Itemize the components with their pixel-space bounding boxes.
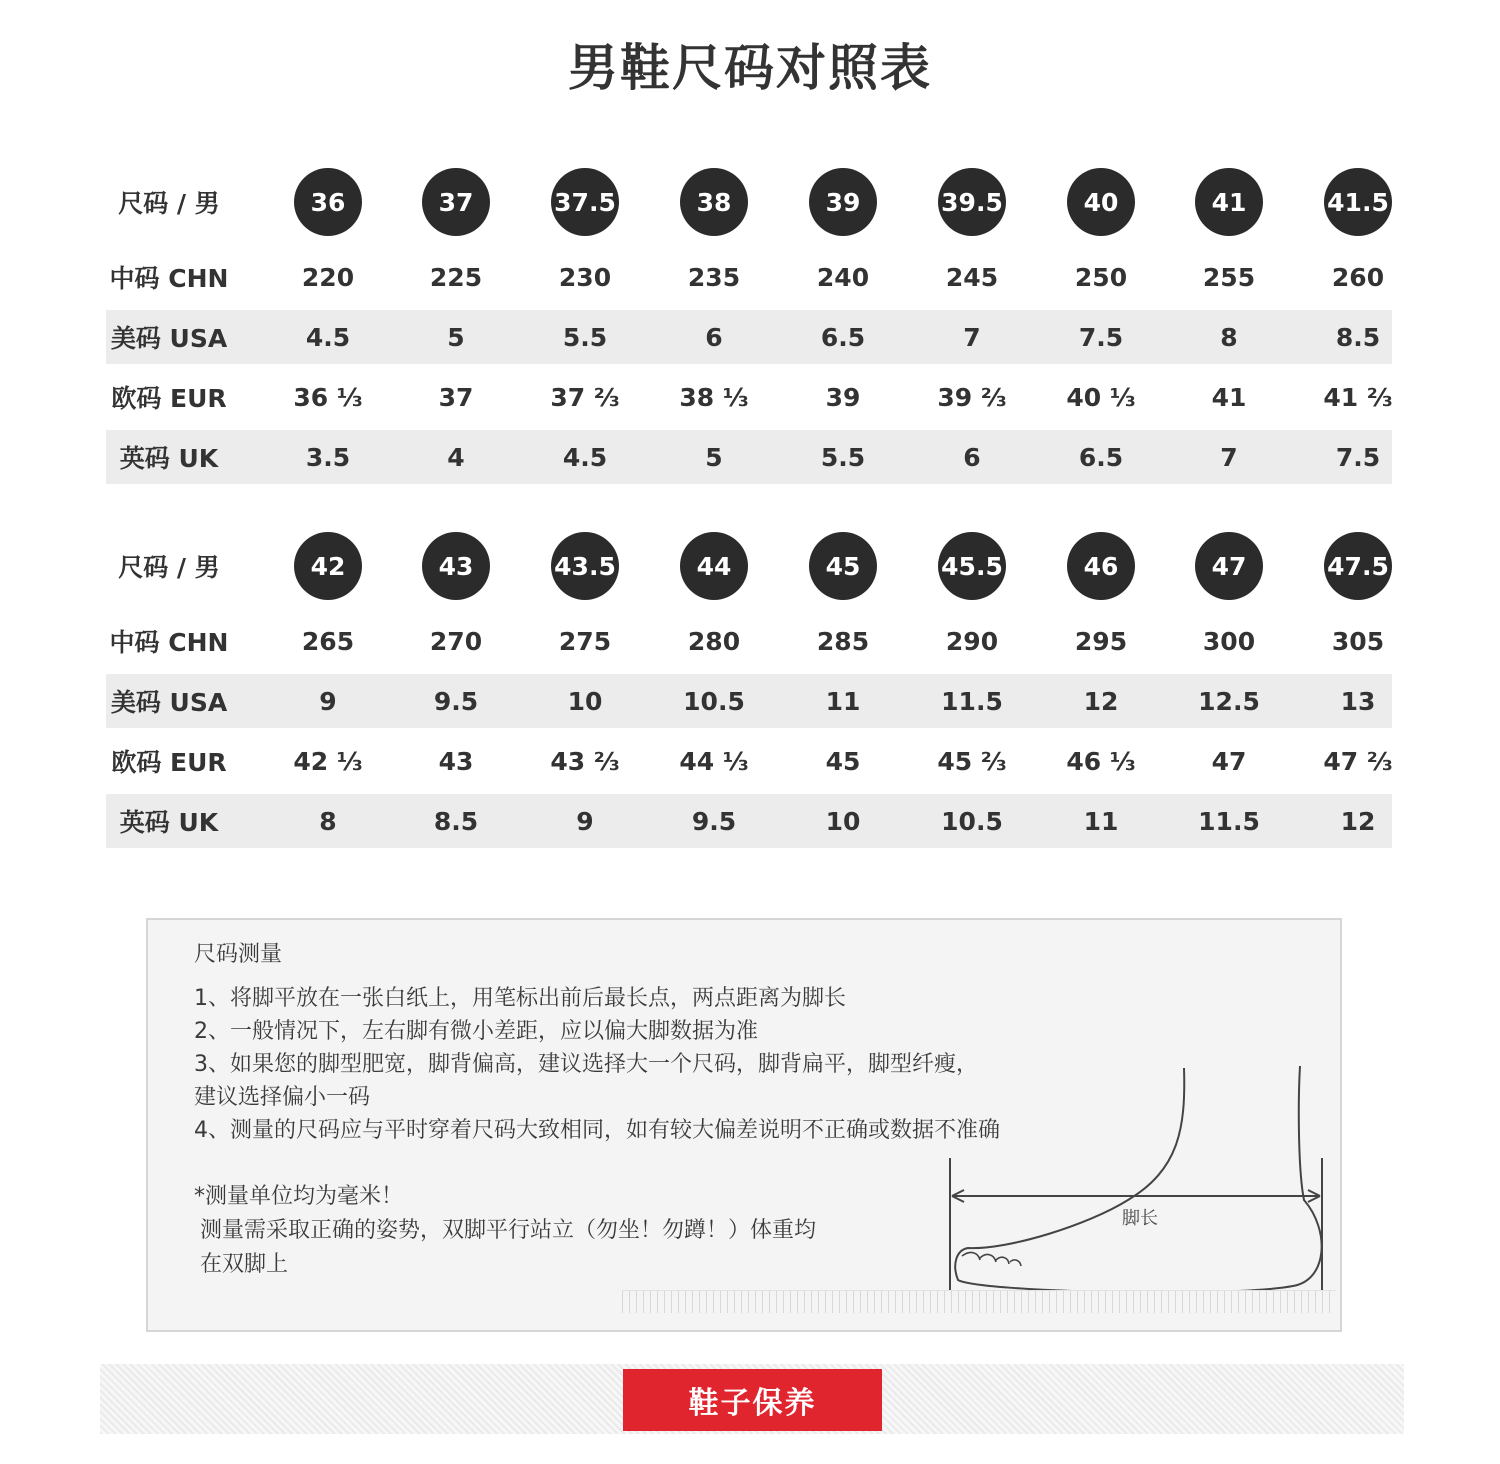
table-cell: 37: [438, 382, 474, 412]
table-row: [106, 160, 1392, 244]
table-cell: 40 ⅓: [1066, 382, 1136, 412]
size-badge: 38: [680, 168, 748, 236]
table-cell: 6: [705, 322, 723, 352]
table-cell: 9.5: [433, 686, 479, 716]
size-badge: 45.5: [938, 532, 1006, 600]
table-row: [106, 310, 1392, 364]
table-cell: 44 ⅓: [679, 746, 749, 776]
table-cell: 230: [558, 262, 612, 292]
table-cell: 7.5: [1078, 322, 1124, 352]
size-table-1: [106, 160, 1392, 484]
table-cell: 7.5: [1335, 442, 1381, 472]
size-cell: [922, 160, 1022, 244]
row-label: 欧码 EUR: [111, 748, 227, 777]
table-cell: 265: [301, 626, 355, 656]
size-badge: 39.5: [938, 168, 1006, 236]
table-cell: 275: [558, 626, 612, 656]
guide-note-3: 在双脚上: [200, 1252, 289, 1277]
shoe-care-button[interactable]: 鞋子保养: [623, 1369, 882, 1431]
table-cell: 5: [705, 442, 723, 472]
row-label: 尺码 / 男: [118, 189, 220, 218]
table-cell: 38 ⅓: [679, 382, 749, 412]
table-cell: 285: [816, 626, 870, 656]
size-cell: [535, 524, 635, 608]
size-cell: [1051, 160, 1151, 244]
table-cell: 5.5: [820, 442, 866, 472]
table-cell: 11: [1083, 806, 1119, 836]
size-cell: [793, 524, 893, 608]
size-badge: 43: [422, 532, 490, 600]
row-label: 英码 UK: [119, 444, 219, 473]
guide-note-1: *测量单位均为毫米！: [194, 1184, 404, 1209]
guide-item-3: 3、如果您的脚型肥宽，脚背偏高，建议选择大一个尺码，脚背扁平，脚型纤瘦，: [194, 1052, 978, 1077]
size-cell: [793, 160, 893, 244]
size-cell: [278, 160, 378, 244]
measurement-guide: [146, 918, 1342, 1332]
table-cell: 13: [1340, 686, 1376, 716]
size-cell: [278, 524, 378, 608]
table-cell: 10.5: [941, 806, 1003, 836]
guide-note-2: 测量需采取正确的姿势，双脚平行站立（勿坐！勿蹲！）体重均: [200, 1218, 817, 1243]
size-cell: [1179, 524, 1279, 608]
table-cell: 240: [816, 262, 870, 292]
row-label: 中码 CHN: [109, 628, 229, 657]
guide-item-4: 4、测量的尺码应与平时穿着尺码大致相同，如有较大偏差说明不正确或数据不准确: [194, 1118, 1000, 1143]
table-cell: 36 ⅓: [293, 382, 363, 412]
table-cell: 295: [1074, 626, 1128, 656]
table-cell: 280: [687, 626, 741, 656]
table-cell: 37 ⅔: [550, 382, 620, 412]
guide-heading: 尺码测量: [194, 942, 283, 967]
size-cell: [406, 524, 506, 608]
table-row: [106, 244, 1392, 310]
row-label: 美码 USA: [110, 324, 228, 353]
table-cell: 41: [1211, 382, 1247, 412]
guide-item-1: 1、将脚平放在一张白纸上，用笔标出前后最长点，两点距离为脚长: [194, 986, 846, 1011]
size-badge: 45: [809, 532, 877, 600]
table-cell: 12.5: [1198, 686, 1260, 716]
row-label: 中码 CHN: [109, 264, 229, 293]
size-cell: [1308, 160, 1408, 244]
table-cell: 6: [963, 442, 981, 472]
table-cell: 270: [429, 626, 483, 656]
size-badge: 44: [680, 532, 748, 600]
size-cell: [664, 524, 764, 608]
size-badge: 40: [1067, 168, 1135, 236]
row-label: 尺码 / 男: [118, 553, 220, 582]
table-cell: 45 ⅔: [937, 746, 1007, 776]
ruler-graphic: [622, 1290, 1336, 1313]
table-cell: 41 ⅔: [1323, 382, 1393, 412]
table-cell: 11.5: [941, 686, 1003, 716]
table-cell: 8: [319, 806, 337, 836]
foot-outline-icon: [948, 1060, 1338, 1290]
table-cell: 225: [429, 262, 483, 292]
table-row: [106, 364, 1392, 430]
table-row: [106, 674, 1392, 728]
table-cell: 43: [438, 746, 474, 776]
table-row: [106, 794, 1392, 848]
foot-length-label: 脚长: [1122, 1208, 1158, 1229]
table-cell: 43 ⅔: [550, 746, 620, 776]
row-label: 英码 UK: [119, 808, 219, 837]
table-cell: 300: [1202, 626, 1256, 656]
table-cell: 250: [1074, 262, 1128, 292]
table-cell: 12: [1083, 686, 1119, 716]
table-cell: 6.5: [1078, 442, 1124, 472]
table-cell: 10: [567, 686, 603, 716]
table-row: [106, 608, 1392, 674]
table-cell: 47: [1211, 746, 1247, 776]
table-cell: 6.5: [820, 322, 866, 352]
row-label: 美码 USA: [110, 688, 228, 717]
size-cell: [406, 160, 506, 244]
table-cell: 39: [825, 382, 861, 412]
table-cell: 255: [1202, 262, 1256, 292]
size-badge: 42: [294, 532, 362, 600]
table-cell: 47 ⅔: [1323, 746, 1393, 776]
size-badge: 37.5: [551, 168, 619, 236]
table-cell: 7: [963, 322, 981, 352]
table-cell: 305: [1331, 626, 1385, 656]
table-cell: 245: [945, 262, 999, 292]
table-cell: 10.5: [683, 686, 745, 716]
table-cell: 11: [825, 686, 861, 716]
table-cell: 9: [319, 686, 337, 716]
table-cell: 4: [447, 442, 465, 472]
size-badge: 41.5: [1324, 168, 1392, 236]
size-cell: [1308, 524, 1408, 608]
table-row: [106, 430, 1392, 484]
table-cell: 5.5: [562, 322, 608, 352]
size-badge: 39: [809, 168, 877, 236]
table-row: [106, 728, 1392, 794]
table-cell: 235: [687, 262, 741, 292]
size-cell: [922, 524, 1022, 608]
table-cell: 8.5: [433, 806, 479, 836]
size-badge: 47.5: [1324, 532, 1392, 600]
table-cell: 5: [447, 322, 465, 352]
table-cell: 39 ⅔: [937, 382, 1007, 412]
size-badge: 41: [1195, 168, 1263, 236]
table-cell: 4.5: [562, 442, 608, 472]
table-row: [106, 524, 1392, 608]
table-cell: 3.5: [305, 442, 351, 472]
size-cell: [535, 160, 635, 244]
table-cell: 290: [945, 626, 999, 656]
table-cell: 11.5: [1198, 806, 1260, 836]
table-cell: 260: [1331, 262, 1385, 292]
table-cell: 45: [825, 746, 861, 776]
page-title: 男鞋尺码对照表: [568, 39, 932, 97]
table-cell: 7: [1220, 442, 1238, 472]
size-cell: [664, 160, 764, 244]
table-cell: 8.5: [1335, 322, 1381, 352]
size-cell: [1179, 160, 1279, 244]
table-cell: 10: [825, 806, 861, 836]
table-cell: 4.5: [305, 322, 351, 352]
table-cell: 12: [1340, 806, 1376, 836]
guide-item-3-cont: 建议选择偏小一码: [194, 1085, 371, 1110]
size-badge: 37: [422, 168, 490, 236]
size-badge: 36: [294, 168, 362, 236]
size-table-2: [106, 524, 1392, 848]
table-cell: 9.5: [691, 806, 737, 836]
row-label: 欧码 EUR: [111, 384, 227, 413]
table-cell: 46 ⅓: [1066, 746, 1136, 776]
size-badge: 46: [1067, 532, 1135, 600]
size-badge: 43.5: [551, 532, 619, 600]
size-cell: [1051, 524, 1151, 608]
table-cell: 8: [1220, 322, 1238, 352]
table-cell: 9: [576, 806, 594, 836]
table-cell: 220: [301, 262, 355, 292]
guide-item-2: 2、一般情况下，左右脚有微小差距，应以偏大脚数据为准: [194, 1019, 758, 1044]
size-badge: 47: [1195, 532, 1263, 600]
table-cell: 42 ⅓: [293, 746, 363, 776]
